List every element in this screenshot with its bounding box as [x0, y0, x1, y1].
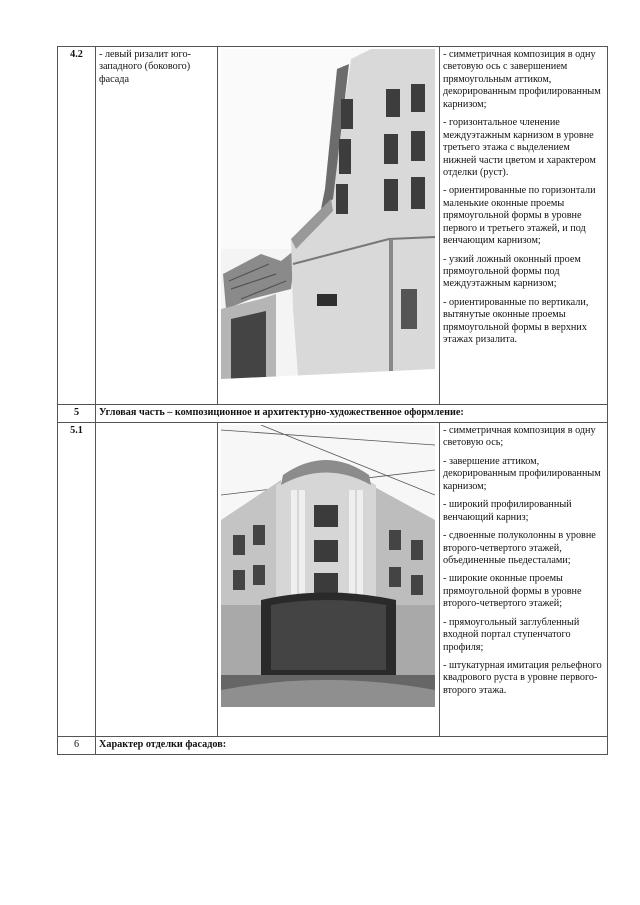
feature-item: - прямоугольный заглубленный входной портал ступенчатого профиля;	[443, 616, 580, 653]
feature-item: - штукатурная имитация рельефного квадрового руста в уровне первого-второго этажа.	[443, 660, 602, 696]
photo-cell	[218, 47, 440, 405]
feature-item: - узкий ложный оконный проем прямоугольной формы под междуэтажным карнизом;	[443, 253, 581, 290]
feature-list	[440, 423, 608, 737]
section-title: Угловая часть – композиционное и архитектурно-художественное оформление:	[96, 405, 608, 423]
facade-photo-left-risalit	[221, 49, 435, 389]
feature-item: - широкий профилированный венчающий карниз;	[443, 499, 572, 523]
feature-item: - широкие оконные проемы прямоугольной формы в уровне второго-четвертого этажей;	[443, 573, 582, 610]
element-name	[96, 423, 218, 737]
section-row	[58, 405, 608, 423]
row-number: 4.2	[58, 47, 96, 405]
feature-item: - симметричная композиция в одну световую ось;	[443, 425, 596, 449]
photo-cell	[218, 423, 440, 737]
section-number: 5	[58, 405, 96, 423]
feature-item: - симметричная композиция в одну световую ось с завершением прямоугольным аттиком, декорированным профилированным карнизом;	[443, 49, 601, 110]
feature-item: - ориентированные по вертикали, вытянутые оконные проемы прямоугольной формы в верхних этажах ризалита.	[443, 296, 589, 346]
feature-list	[440, 47, 608, 405]
section-number: 6	[58, 737, 96, 755]
table-row	[58, 47, 608, 405]
feature-item: - горизонтальное членение междуэтажным карнизом в уровне третьего этажа с выделением нижней части цветом и характером отделки (руст).	[443, 117, 596, 178]
corner-facade-photo	[221, 425, 435, 707]
feature-item: - завершение аттиком, декорированным профилированным карнизом;	[443, 455, 601, 492]
feature-item: - ориентированные по горизонтали маленькие оконные проемы прямоугольной формы в уровне первого и третьего этажей, и под венчающим карнизом;	[443, 185, 596, 247]
monument-features-table	[57, 46, 608, 755]
table-row	[58, 423, 608, 737]
element-name: - левый ризалит юго-западного (бокового) фасада	[96, 47, 218, 405]
feature-item: - сдвоенные полуколонны в уровне второго-четвертого этажей, объединенные пьедесталами;	[443, 530, 596, 566]
section-title: Характер отделки фасадов:	[96, 737, 608, 755]
row-number: 5.1	[58, 423, 96, 737]
section-row	[58, 737, 608, 755]
